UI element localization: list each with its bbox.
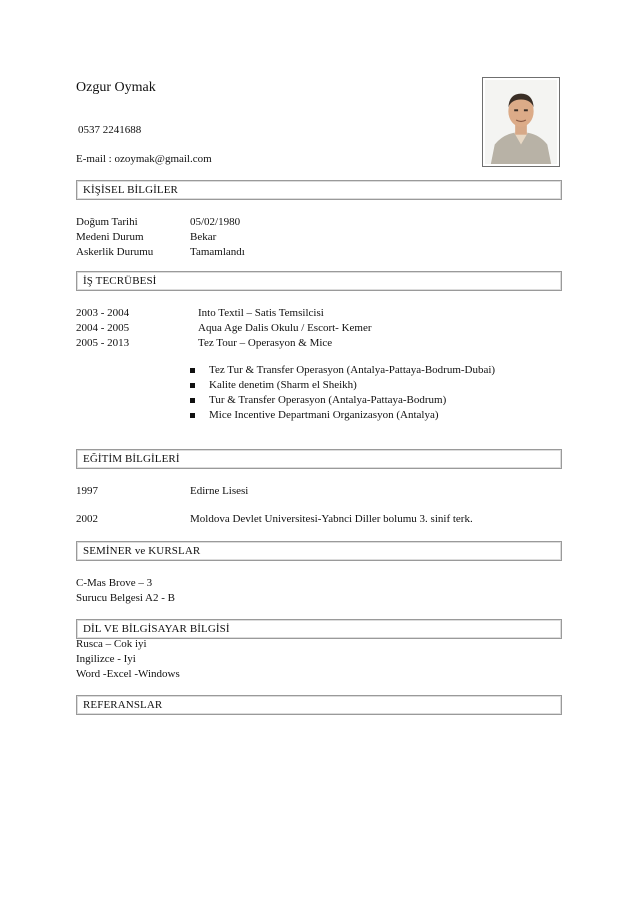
education-school-1: Edirne Lisesi — [190, 485, 249, 497]
personal-label-marital: Medeni Durum — [76, 231, 144, 243]
personal-label-birth: Doğum Tarihi — [76, 216, 138, 228]
personal-value-marital: Bekar — [190, 231, 217, 243]
skill-item-2: Ingilizce - Iyi — [76, 653, 136, 665]
bullet-icon — [190, 368, 195, 373]
profile-photo — [482, 77, 560, 167]
section-header-references: REFERANSLAR — [76, 695, 562, 715]
duty-text: Kalite denetim (Sharm el Sheikh) — [209, 379, 357, 391]
list-item — [190, 363, 495, 378]
personal-value-military: Tamamlandı — [190, 246, 245, 258]
section-header-experience: İŞ TECRÜBESİ — [76, 271, 562, 291]
seminar-item-1: C-Mas Brove – 3 — [76, 577, 153, 589]
list-item — [190, 378, 495, 393]
skill-item-1: Rusca – Cok iyi — [76, 638, 147, 650]
experience-period-1: 2003 - 2004 — [76, 307, 130, 319]
phone-number: 0537 2241688 — [78, 124, 142, 136]
personal-value-birth: 05/02/1980 — [190, 216, 241, 228]
duty-text: Tez Tur & Transfer Operasyon (Antalya-Pattaya-Bodrum-Dubai) — [209, 364, 496, 376]
list-item — [190, 408, 495, 423]
email-address: E-mail : ozoymak@gmail.com — [76, 153, 212, 165]
experience-job-1: Into Textil – Satis Temsilcisi — [198, 307, 324, 319]
bullet-icon — [190, 383, 195, 388]
seminar-item-2: Surucu Belgesi A2 - B — [76, 592, 175, 604]
personal-label-military: Askerlik Durumu — [76, 246, 154, 258]
profile-photo-image — [485, 80, 557, 164]
education-year-1: 1997 — [76, 485, 98, 497]
section-header-seminars: SEMİNER ve KURSLAR — [76, 541, 562, 561]
education-year-2: 2002 — [76, 513, 98, 525]
experience-job-2: Aqua Age Dalis Okulu / Escort- Kemer — [198, 322, 372, 334]
skill-item-3: Word -Excel -Windows — [76, 668, 180, 680]
duty-text: Mice Incentive Departmani Organizasyon (Antalya) — [209, 409, 439, 421]
list-item — [190, 393, 495, 408]
experience-period-3: 2005 - 2013 — [76, 337, 130, 349]
duty-text: Tur & Transfer Operasyon (Antalya-Pattaya-Bodrum) — [209, 394, 447, 406]
experience-duties-list — [190, 363, 495, 423]
experience-period-2: 2004 - 2005 — [76, 322, 130, 334]
education-school-2: Moldova Devlet Universitesi-Yabnci Diller bolumu 3. sinif terk. — [190, 513, 473, 525]
section-header-skills: DİL VE BİLGİSAYAR BİLGİSİ — [76, 619, 562, 639]
section-header-education: EĞİTİM BİLGİLERİ — [76, 449, 562, 469]
candidate-name: Ozgur Oymak — [76, 80, 156, 95]
section-header-personal: KİŞİSEL BİLGİLER — [76, 180, 562, 200]
bullet-icon — [190, 413, 195, 418]
experience-job-3: Tez Tour – Operasyon & Mice — [198, 337, 333, 349]
bullet-icon — [190, 398, 195, 403]
